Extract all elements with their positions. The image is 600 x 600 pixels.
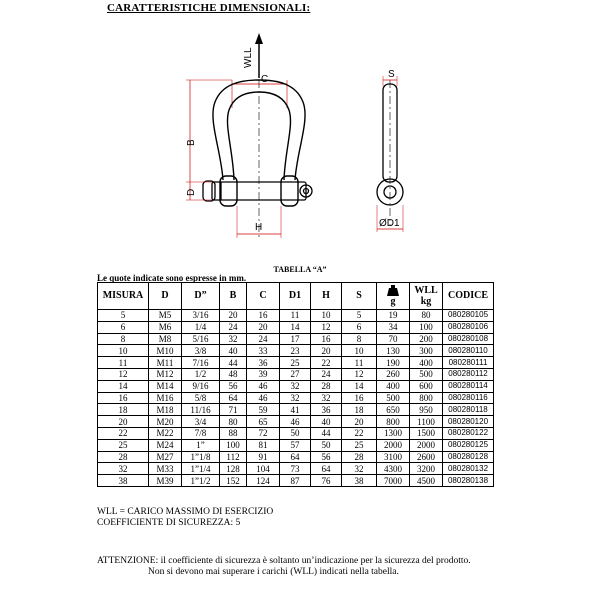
table-cell: 57: [280, 439, 311, 451]
table-cell: 800: [377, 416, 410, 428]
table-cell: 7/16: [182, 357, 220, 369]
table-cell: M10: [149, 345, 182, 357]
table-cell: 5: [98, 310, 149, 322]
table-cell: 36: [247, 357, 280, 369]
table-cell: 080280111: [443, 357, 494, 369]
wll-label: WLL: [243, 47, 254, 68]
table-cell: 2000: [410, 439, 443, 451]
table-cell: 112: [220, 451, 247, 463]
table-cell: 28: [342, 451, 377, 463]
header-d-inch: D”: [182, 283, 220, 310]
table-cell: 22: [342, 427, 377, 439]
table-cell: 1”1/4: [182, 463, 220, 475]
table-row: [98, 427, 494, 439]
table-cell: M8: [149, 333, 182, 345]
table-cell: 800: [410, 392, 443, 404]
table-cell: 32: [280, 392, 311, 404]
warning-line-1: ATTENZIONE: il coefficiente di sicurezza è soltanto un’indicazione per la sicurezza del prodotto.: [97, 556, 471, 566]
table-cell: 44: [220, 357, 247, 369]
table-cell: 81: [247, 439, 280, 451]
table-cell: 400: [377, 380, 410, 392]
label-b: B: [186, 139, 197, 146]
table-cell: 18: [342, 404, 377, 416]
table-cell: 59: [247, 404, 280, 416]
table-cell: 16: [311, 333, 342, 345]
table-cell: 80: [410, 310, 443, 322]
table-cell: 5: [342, 310, 377, 322]
legend-safety-factor: COEFFICIENTE DI SICUREZZA: 5: [97, 518, 241, 528]
table-cell: M27: [149, 451, 182, 463]
shackle-side-view: [377, 80, 403, 226]
table-row: [98, 475, 494, 487]
table-cell: 1”1/2: [182, 475, 220, 487]
label-d1: ØD1: [379, 218, 400, 229]
table-cell: 130: [377, 345, 410, 357]
table-cell: 46: [247, 392, 280, 404]
table-cell: 34: [377, 321, 410, 333]
table-cell: 1”: [182, 439, 220, 451]
table-cell: 7/8: [182, 427, 220, 439]
legend-wll: WLL = CARICO MASSIMO DI ESERCIZIO: [97, 507, 274, 517]
table-cell: 11: [342, 357, 377, 369]
table-cell: 100: [410, 321, 443, 333]
table-cell: 104: [247, 463, 280, 475]
table-cell: 6: [342, 321, 377, 333]
table-cell: 080280128: [443, 451, 494, 463]
table-cell: 152: [220, 475, 247, 487]
header-d1: D1: [280, 283, 311, 310]
table-cell: 950: [410, 404, 443, 416]
table-cell: 080280138: [443, 475, 494, 487]
table-cell: 16: [247, 310, 280, 322]
header-h: H: [311, 283, 342, 310]
table-cell: 80: [220, 416, 247, 428]
table-cell: 16: [342, 392, 377, 404]
table-cell: 40: [220, 345, 247, 357]
table-cell: 91: [247, 451, 280, 463]
table-cell: 8: [342, 333, 377, 345]
table-body: [98, 310, 494, 487]
table-cell: 080280110: [443, 345, 494, 357]
table-cell: 50: [280, 427, 311, 439]
table-cell: 72: [247, 427, 280, 439]
table-cell: 650: [377, 404, 410, 416]
table-cell: M39: [149, 475, 182, 487]
table-cell: 3/16: [182, 310, 220, 322]
warning-line-2: Non si devono mai superare i carichi (WLL) indicati nella tabella.: [148, 567, 399, 577]
table-cell: 32: [220, 333, 247, 345]
table-cell: 3/8: [182, 345, 220, 357]
table-cell: 080280108: [443, 333, 494, 345]
table-cell: 28: [311, 380, 342, 392]
table-row: [98, 451, 494, 463]
table-cell: M6: [149, 321, 182, 333]
table-cell: 32: [342, 463, 377, 475]
dimension-c: [232, 74, 287, 108]
table-cell: 48: [220, 368, 247, 380]
table-cell: 400: [410, 357, 443, 369]
table-row: [98, 368, 494, 380]
table-cell: M33: [149, 463, 182, 475]
weight-unit: g: [390, 296, 396, 308]
table-cell: M18: [149, 404, 182, 416]
table-cell: 080280120: [443, 416, 494, 428]
table-cell: 7000: [377, 475, 410, 487]
table-cell: 46: [247, 380, 280, 392]
table-cell: 22: [311, 357, 342, 369]
table-cell: 65: [247, 416, 280, 428]
table-header-row: [98, 283, 494, 310]
table-cell: 20: [220, 310, 247, 322]
header-s: S: [342, 283, 377, 310]
table-cell: 14: [280, 321, 311, 333]
label-s: S: [388, 69, 395, 80]
table-cell: 14: [342, 380, 377, 392]
table-row: [98, 310, 494, 322]
header-d: D: [149, 283, 182, 310]
table-cell: 500: [410, 368, 443, 380]
table-cell: 23: [280, 345, 311, 357]
table-cell: 080280116: [443, 392, 494, 404]
table-cell: 16: [98, 392, 149, 404]
table-cell: 124: [247, 475, 280, 487]
table-cell: 1300: [377, 427, 410, 439]
table-cell: 500: [377, 392, 410, 404]
table-cell: 5/16: [182, 333, 220, 345]
table-cell: 1”1/8: [182, 451, 220, 463]
table-cell: 12: [98, 368, 149, 380]
table-row: [98, 333, 494, 345]
table-cell: 25: [342, 439, 377, 451]
table-row: [98, 380, 494, 392]
table-cell: 36: [311, 404, 342, 416]
table-cell: 64: [220, 392, 247, 404]
table-cell: 190: [377, 357, 410, 369]
table-cell: 1/4: [182, 321, 220, 333]
wll-arrow: [243, 33, 263, 78]
dimensions-table: [97, 282, 494, 487]
table-cell: M12: [149, 368, 182, 380]
table-cell: 2600: [410, 451, 443, 463]
table-cell: 080280122: [443, 427, 494, 439]
table-cell: 100: [220, 439, 247, 451]
table-cell: 25: [280, 357, 311, 369]
table-cell: 1500: [410, 427, 443, 439]
table-cell: M16: [149, 392, 182, 404]
label-h: H: [255, 222, 263, 233]
table-cell: 64: [280, 451, 311, 463]
table-cell: 56: [311, 451, 342, 463]
table-cell: 080280112: [443, 368, 494, 380]
table-cell: 11: [98, 357, 149, 369]
table-cell: 600: [410, 380, 443, 392]
table-cell: 22: [98, 427, 149, 439]
table-cell: 32: [311, 392, 342, 404]
table-cell: 4500: [410, 475, 443, 487]
table-cell: 27: [280, 368, 311, 380]
table-cell: 19: [377, 310, 410, 322]
weight-icon: [387, 285, 399, 296]
table-row: [98, 321, 494, 333]
table-row: [98, 345, 494, 357]
table-cell: 12: [342, 368, 377, 380]
legend: [97, 507, 273, 529]
dimension-d: [186, 182, 212, 200]
table-cell: 64: [311, 463, 342, 475]
dimension-b: [186, 80, 232, 182]
table-cell: 44: [311, 427, 342, 439]
table-cell: 20: [247, 321, 280, 333]
table-cell: M14: [149, 380, 182, 392]
table-cell: 38: [342, 475, 377, 487]
table-cell: 080280106: [443, 321, 494, 333]
table-cell: 6: [98, 321, 149, 333]
table-cell: 2000: [377, 439, 410, 451]
table-cell: 76: [311, 475, 342, 487]
table-cell: 3/4: [182, 416, 220, 428]
table-cell: 32: [98, 463, 149, 475]
table-cell: 50: [311, 439, 342, 451]
table-cell: 4300: [377, 463, 410, 475]
label-d: D: [186, 188, 197, 196]
page-heading: CARATTERISTICHE DIMENSIONALI:: [107, 2, 311, 14]
table-cell: 260: [377, 368, 410, 380]
table-row: [98, 463, 494, 475]
table-cell: 128: [220, 463, 247, 475]
units-note: Le quote indicate sono espresse in mm.: [97, 273, 247, 283]
table-cell: 73: [280, 463, 311, 475]
header-b: B: [220, 283, 247, 310]
table-row: [98, 404, 494, 416]
table-cell: 1100: [410, 416, 443, 428]
table-cell: M20: [149, 416, 182, 428]
header-codice: CODICE: [443, 283, 494, 310]
header-wll: [410, 283, 443, 310]
table-cell: 24: [311, 368, 342, 380]
table-cell: 20: [98, 416, 149, 428]
table-cell: 20: [342, 416, 377, 428]
table-cell: 17: [280, 333, 311, 345]
table-cell: 40: [311, 416, 342, 428]
table-cell: 46: [280, 416, 311, 428]
table-cell: 8: [98, 333, 149, 345]
table-cell: 70: [377, 333, 410, 345]
table-cell: 28: [98, 451, 149, 463]
table-cell: 300: [410, 345, 443, 357]
table-cell: 25: [98, 439, 149, 451]
table-cell: 87: [280, 475, 311, 487]
table-row: [98, 416, 494, 428]
table-cell: 24: [247, 333, 280, 345]
warning-note: [97, 556, 471, 578]
table-cell: M24: [149, 439, 182, 451]
table-cell: 41: [280, 404, 311, 416]
table-cell: 32: [280, 380, 311, 392]
table-cell: 080280118: [443, 404, 494, 416]
table-cell: 38: [98, 475, 149, 487]
table-cell: 200: [410, 333, 443, 345]
wll-unit: kg: [420, 296, 432, 307]
table-cell: 33: [247, 345, 280, 357]
table-cell: 88: [220, 427, 247, 439]
table-cell: 14: [98, 380, 149, 392]
shackle-drawing: [0, 0, 600, 265]
table-cell: 080280105: [443, 310, 494, 322]
table-cell: 5/8: [182, 392, 220, 404]
table-cell: 10: [311, 310, 342, 322]
table-cell: 3200: [410, 463, 443, 475]
label-c: C: [261, 74, 269, 85]
table-cell: 11: [280, 310, 311, 322]
table-cell: 56: [220, 380, 247, 392]
header-misura: MISURA: [98, 283, 149, 310]
table-cell: 080280132: [443, 463, 494, 475]
header-weight: [377, 283, 410, 310]
table-cell: 10: [342, 345, 377, 357]
table-cell: 080280125: [443, 439, 494, 451]
wll-header-label: WLL: [414, 285, 438, 296]
table-row: [98, 357, 494, 369]
table-cell: 20: [311, 345, 342, 357]
table-caption: TABELLA “A”: [273, 265, 327, 274]
table-cell: M5: [149, 310, 182, 322]
table-cell: M22: [149, 427, 182, 439]
table-cell: 3100: [377, 451, 410, 463]
table-cell: 1/2: [182, 368, 220, 380]
table-cell: 080280114: [443, 380, 494, 392]
table-row: [98, 392, 494, 404]
table-cell: 24: [220, 321, 247, 333]
table-cell: 39: [247, 368, 280, 380]
header-c: C: [247, 283, 280, 310]
table-cell: 18: [98, 404, 149, 416]
table-cell: 9/16: [182, 380, 220, 392]
table-cell: 11/16: [182, 404, 220, 416]
table-cell: M11: [149, 357, 182, 369]
table-cell: 10: [98, 345, 149, 357]
table-row: [98, 439, 494, 451]
table-cell: 71: [220, 404, 247, 416]
table-cell: 12: [311, 321, 342, 333]
